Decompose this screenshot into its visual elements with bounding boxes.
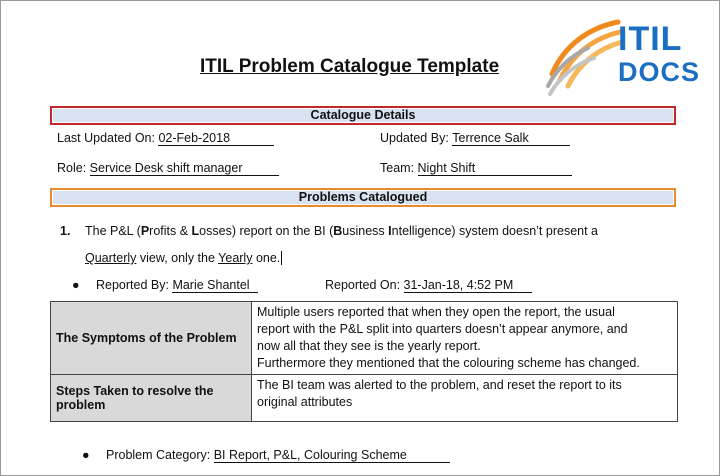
role-label: Role: — [57, 161, 90, 175]
team-label: Team: — [380, 161, 418, 175]
symptoms-text — [252, 302, 678, 375]
desc-bold: B — [333, 224, 343, 238]
steps-line: The BI team was alerted to the problem, and reset the report to its — [257, 378, 622, 392]
catalogue-details-header: Catalogue Details — [50, 106, 676, 125]
logo-text-docs: DOCS — [618, 57, 701, 87]
symptoms-line: now all that they see is the yearly report. — [257, 339, 481, 353]
desc-bold: I — [388, 224, 392, 238]
steps-text — [252, 375, 678, 422]
desc-text: rofits & — [149, 224, 192, 238]
reported-on-value: 31-Jan-18, 4:52 PM — [404, 278, 532, 293]
reported-by-field — [96, 278, 258, 293]
quarterly-text: Quarterly — [85, 251, 137, 265]
reported-on-label: Reported On: — [325, 278, 404, 292]
problem-description-line2 — [85, 251, 282, 265]
last-updated-value: 02-Feb-2018 — [158, 131, 274, 146]
problem-category-field — [106, 448, 450, 463]
text-cursor — [281, 251, 282, 265]
updated-by-label: Updated By: — [380, 131, 453, 145]
updated-by-value: Terrence Salk — [452, 131, 570, 146]
steps-head: Steps Taken to resolve the problem — [51, 375, 252, 422]
steps-line: original attributes — [257, 395, 353, 409]
updated-by-field — [380, 131, 570, 146]
reported-on-field — [325, 278, 532, 293]
symptoms-head: The Symptoms of the Problem — [51, 302, 252, 375]
desc-bold: P — [140, 224, 150, 238]
symptoms-line: report with the P&L split into quarters doesn’t appear anymore, and — [257, 322, 628, 336]
symptoms-row — [51, 302, 678, 375]
problems-catalogued-header: Problems Catalogued — [50, 188, 676, 207]
role-field — [57, 161, 279, 176]
steps-row — [51, 375, 678, 422]
desc-text: osses) report on the BI ( — [199, 224, 334, 238]
bullet-icon: ● — [82, 448, 90, 462]
reported-by-label: Reported By: — [96, 278, 173, 292]
symptoms-line: Furthermore they mentioned that the colouring scheme has changed. — [257, 356, 640, 370]
problem-category-label: Problem Category: — [106, 448, 214, 462]
desc-text: view, only the — [136, 251, 219, 265]
last-updated-label: Last Updated On: — [57, 131, 159, 145]
document-title: ITIL Problem Catalogue Template — [200, 56, 500, 77]
yearly-text: Yearly — [218, 251, 253, 265]
last-updated-field — [57, 131, 274, 146]
role-value: Service Desk shift manager — [90, 161, 279, 176]
team-value: Night Shift — [418, 161, 572, 176]
desc-text: one. — [252, 251, 281, 265]
symptoms-line: Multiple users reported that when they open the report, the usual — [257, 305, 615, 319]
team-field — [380, 161, 572, 176]
desc-text: The P&L ( — [85, 224, 141, 238]
problem-description-line1 — [85, 224, 598, 238]
logo-text-itil: ITIL — [618, 20, 683, 58]
desc-bold: L — [191, 224, 200, 238]
desc-text: usiness — [342, 224, 389, 238]
desc-text: ntelligence) system doesn’t present a — [391, 224, 599, 238]
problem-details-table — [50, 301, 678, 422]
problem-category-value: BI Report, P&L, Colouring Scheme — [214, 448, 450, 463]
bullet-icon: ● — [72, 278, 80, 292]
problem-number: 1. — [60, 224, 71, 238]
reported-by-value: Marie Shantel — [172, 278, 258, 293]
